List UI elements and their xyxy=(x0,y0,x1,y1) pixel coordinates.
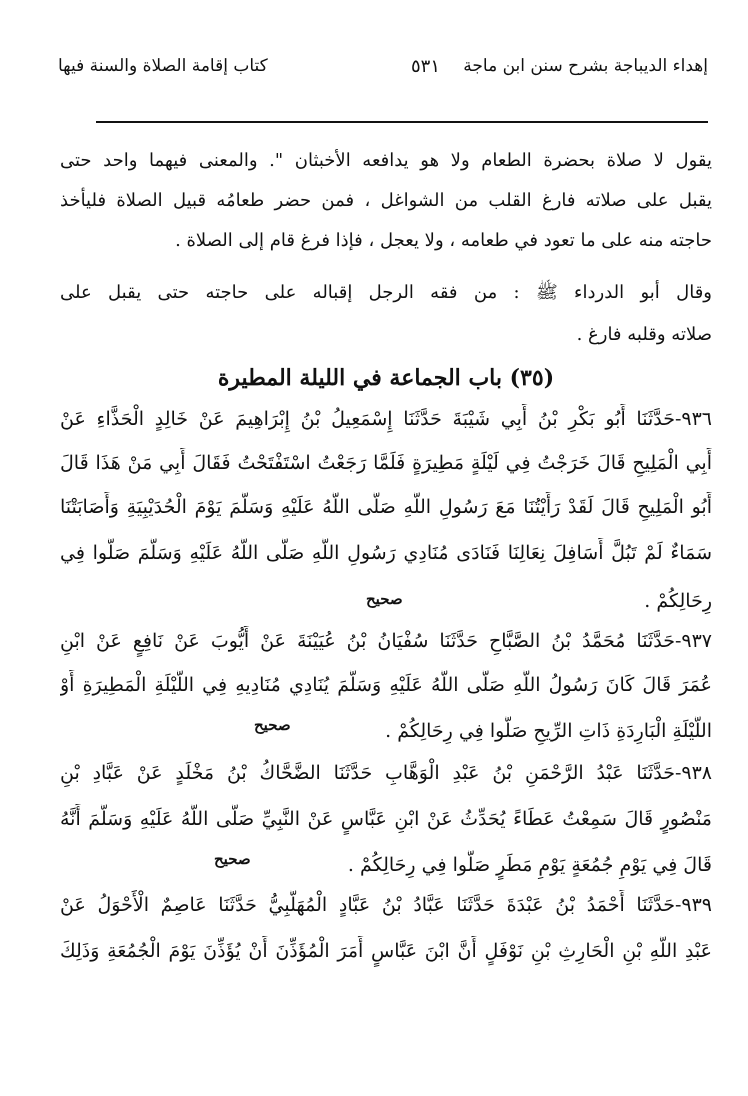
hadith-grade: صحيح xyxy=(254,716,291,734)
hadith-line: ٩٣٦-حَدَّثَنَا أَبُو بَكْرِ بْنُ أَبِي شَيْبَةَ حَدَّثَنَا إِسْمَعِيلُ بْنُ إِبْرَاهِيمَ عَنْ خَالِدٍ الْحَذَّاءِ عَنْ xyxy=(60,408,712,430)
hadith-line: قَالَ فِي يَوْمِ جُمُعَةٍ يَوْمِ مَطَرٍ صَلُّوا فِي رِحَالِكُمْ . xyxy=(347,854,712,876)
commentary-line: يقول لا صلاة بحضرة الطعام ولا هو يدافعه الأخبثان ". والمعنى فيهما واحد حتى xyxy=(60,150,712,171)
commentary-line: صلاته وقلبه فارغ . xyxy=(576,324,712,345)
page-number: ٥٣١ xyxy=(410,56,440,77)
section-heading: (٣٥) باب الجماعة في الليلة المطيرة xyxy=(217,365,555,391)
commentary-line: يقبل على صلاته فارغ القلب من الشواغل ، فمن حضر طعامُه قبيل الصلاة فليأخذ xyxy=(60,190,712,211)
running-header xyxy=(58,52,708,84)
hadith-line: ٩٣٧-حَدَّثَنَا مُحَمَّدُ بْنُ الصَّبَّاحِ حَدَّثَنَا سُفْيَانُ بْنُ عُيَيْنَةَ عَنْ أَيُّوبَ عَنْ نَافِعٍ عَنْ ابْنِ xyxy=(60,630,712,652)
hadith-line: اللَّيْلَةِ الْبَارِدَةِ ذَاتِ الرِّيحِ صَلُّوا فِي رِحَالِكُمْ . xyxy=(385,720,712,742)
commentary-line: وقال أبو الدرداء ﷺ : من فقه الرجل إقباله على حاجته حتى يقبل على xyxy=(60,282,712,303)
hadith-line: أَبُو الْمَلِيحِ قَالَ لَقَدْ رَأَيْتُنَا مَعَ رَسُولِ اللَّهِ صَلَّى اللَّهُ عَلَيْهِ وَسَلَّمَ يَوْمَ الْحُدَيْبِيَةِ وَأَصَابَتْنَا xyxy=(60,496,712,518)
hadith-line: رِحَالِكُمْ . xyxy=(644,590,712,612)
hadith-line: سَمَاءٌ لَمْ تَبُلَّ أَسَافِلَ نِعَالِنَا فَنَادَى مُنَادِي رَسُولِ اللَّهِ صَلَّى اللَّهُ عَلَيْهِ وَسَلَّمَ صَلُّوا فِي xyxy=(60,542,712,564)
header-chapter-title: كتاب إقامة الصلاة والسنة فيها xyxy=(58,56,268,76)
commentary-line: حاجته منه على ما تعود في طعامه ، ولا يعجل ، فإذا فرغ قام إلى الصلاة . xyxy=(175,230,712,251)
hadith-line: أَبِي الْمَلِيحِ قَالَ خَرَجْتُ فِي لَيْلَةٍ مَطِيرَةٍ فَلَمَّا رَجَعْتُ اسْتَفْتَحْتُ فَقَالَ أَبِي مَنْ هَذَا قَالَ xyxy=(60,452,712,474)
hadith-line: ٩٣٨-حَدَّثَنَا عَبْدُ الرَّحْمَنِ بْنُ عَبْدِ الْوَهَّابِ حَدَّثَنَا الضَّحَّاكُ بْنُ مَخْلَدٍ عَنْ عَبَّادِ بْنِ xyxy=(60,762,712,784)
hadith-line: عَبْدِ اللَّهِ بْنِ الْحَارِثِ بْنِ نَوْفَلٍ أَنَّ ابْنَ عَبَّاسٍ أَمَرَ الْمُؤَذِّنَ أَنْ يُؤَذِّنَ يَوْمَ الْجُمُعَةِ وَذَلِكَ xyxy=(60,940,712,962)
hadith-line: ٩٣٩-حَدَّثَنَا أَحْمَدُ بْنُ عَبْدَةَ حَدَّثَنَا عَبَّادُ بْنُ عَبَّادٍ الْمُهَلَّبِيُّ حَدَّثَنَا عَاصِمٌ الْأَحْوَلُ عَنْ xyxy=(60,894,712,916)
header-book-title: إهداء الديباجة بشرح سنن ابن ماجة xyxy=(463,56,708,76)
hadith-grade: صحيح xyxy=(366,590,403,608)
hadith-grade: صحيح xyxy=(214,850,251,868)
hadith-line: عُمَرَ قَالَ كَانَ رَسُولُ اللَّهِ صَلَّى اللَّهُ عَلَيْهِ وَسَلَّمَ يُنَادِي مُنَادِيهِ فِي اللَّيْلَةِ الْمَطِيرَةِ أَوْ xyxy=(60,674,712,696)
header-divider xyxy=(96,121,708,123)
hadith-line: مَنْصُورٍ قَالَ سَمِعْتُ عَطَاءً يُحَدِّثُ عَنْ ابْنِ عَبَّاسٍ عَنْ النَّبِيِّ صَلَّى اللَّهُ عَلَيْهِ وَسَلَّمَ أَنَّهُ xyxy=(60,808,712,830)
